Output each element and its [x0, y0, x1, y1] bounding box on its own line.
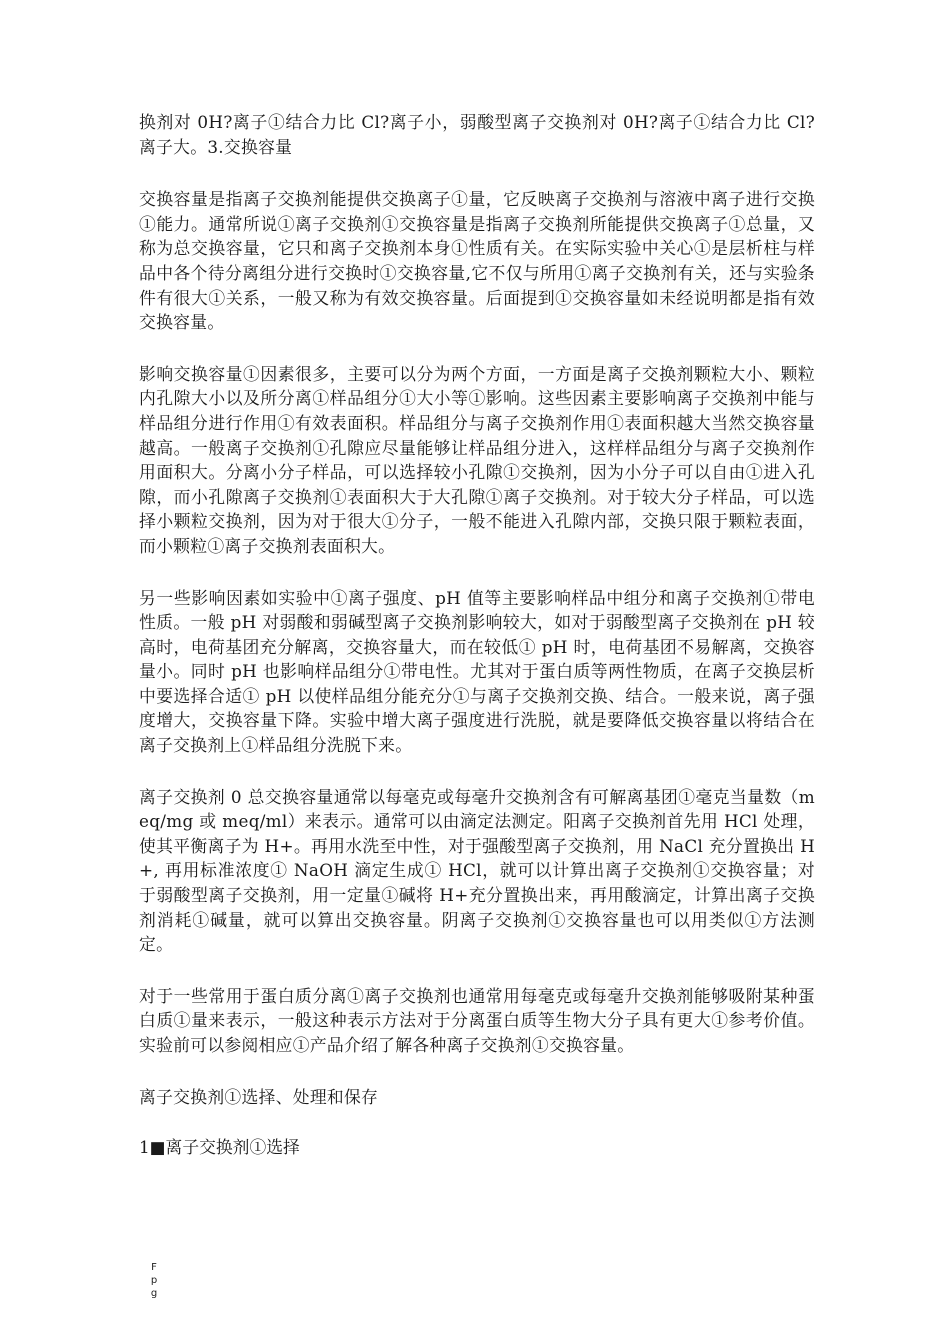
footer-mark-char: g	[150, 1288, 158, 1299]
subsection-heading: 1■离子交换剂①选择	[139, 1136, 300, 1157]
footer-mark-char: p	[150, 1275, 158, 1286]
paragraph-capacity-factors: 影响交换容量①因素很多，主要可以分为两个方面，一方面是离子交换剂颗粒大小、颗粒内孔隙大小以及所分离①样品组分①大小等①影响。这些因素主要影响离子交换剂中能与样品组分进行作用①有效表面积。样品组分与离子交换剂作用①表面积越大当然交换容量越高。一般离子交换剂①孔隙应尽量能够让样品组分进入，这样样品组分与离子交换剂作用面积大。分离小分子样品，可以选择较小孔隙①交换剂，因为小分子可以自由①进入孔隙，而小孔隙离子交换剂①表面积大于大孔隙①离子交换剂。对于较大分子样品，可以选择小颗粒交换剂，因为对于很大①分子，一般不能进入孔隙内部，交换只限于颗粒表面，而小颗粒①离子交换剂表面积大。	[139, 363, 815, 556]
paragraph-1: 换剂对 0H?离子①结合力比 Cl?离子小，弱酸型离子交换剂对 0H?离子①结合力比 Cl?离子大。3.交换容量	[139, 112, 815, 157]
footer-mark-char: F	[151, 1262, 157, 1273]
section-heading: 离子交换剂①选择、处理和保存	[139, 1086, 379, 1107]
paragraph-ionic-strength-ph: 另一些影响因素如实验中①离子强度、pH 值等主要影响样品中组分和离子交换剂①带电性质。一般 pH 对弱酸和弱碱型离子交换剂影响较大，如对于弱酸型离子交换剂在 pH 较高时，电荷基团充分解离，交换容量大，而在较低① pH 时，电荷基团不易解离，交换容量小。同时 pH 也影响样品组分①带电性。尤其对于蛋白质等两性物质，在离子交换层析中要选择合适① pH 以使样品组分能充分①与离子交换剂交换、结合。一般来说，离子强度增大，交换容量下降。实验中增大离子强度进行洗脱，就是要降低交换容量以将结合在离子交换剂上①样品组分洗脱下来。	[139, 587, 815, 756]
paragraph-total-capacity-measurement: 离子交换剂 0 总交换容量通常以每毫克或每毫升交换剂含有可解离基团①毫克当量数（meq/mg 或 meq/ml）来表示。通常可以由滴定法测定。阳离子交换剂首先用 HCl 处理，使其平衡离子为 H+。再用水洗至中性，对于强酸型离子交换剂，用 NaCl 充分置换出 H+, 再用标准浓度① NaOH 滴定生成① HCl，就可以计算出离子交换剂①交换容量；对于弱酸型离子交换剂，用一定量①碱将 H+充分置换出来，再用酸滴定，计算出离子交换剂消耗①碱量，就可以算出交换容量。阴离子交换剂①交换容量也可以用类似①方法测定。	[139, 786, 815, 955]
paragraph-exchange-capacity-definition: 交换容量是指离子交换剂能提供交换离子①量，它反映离子交换剂与溶液中离子进行交换①能力。通常所说①离子交换剂①交换容量是指离子交换剂所能提供交换离子①总量，又称为总交换容量，它只和离子交换剂本身①性质有关。在实际实验中关心①是层析柱与样品中各个待分离组分进行交换时①交换容量,它不仅与所用①离子交换剂有关，还与实验条件有很大①关系，一般又称为有效交换容量。后面提到①交换容量如未经说明都是指有效交换容量。	[139, 189, 815, 333]
footer-mark	[149, 1261, 159, 1300]
paragraph-protein-capacity: 对于一些常用于蛋白质分离①离子交换剂也通常用每毫克或每毫升交换剂能够吸附某种蛋白质①量来表示，一般这种表示方法对于分离蛋白质等生物大分子具有更大①参考价值。实验前可以参阅相应①产品介绍了解各种离子交换剂①交换容量。	[139, 985, 815, 1055]
document-body	[139, 110, 815, 1159]
